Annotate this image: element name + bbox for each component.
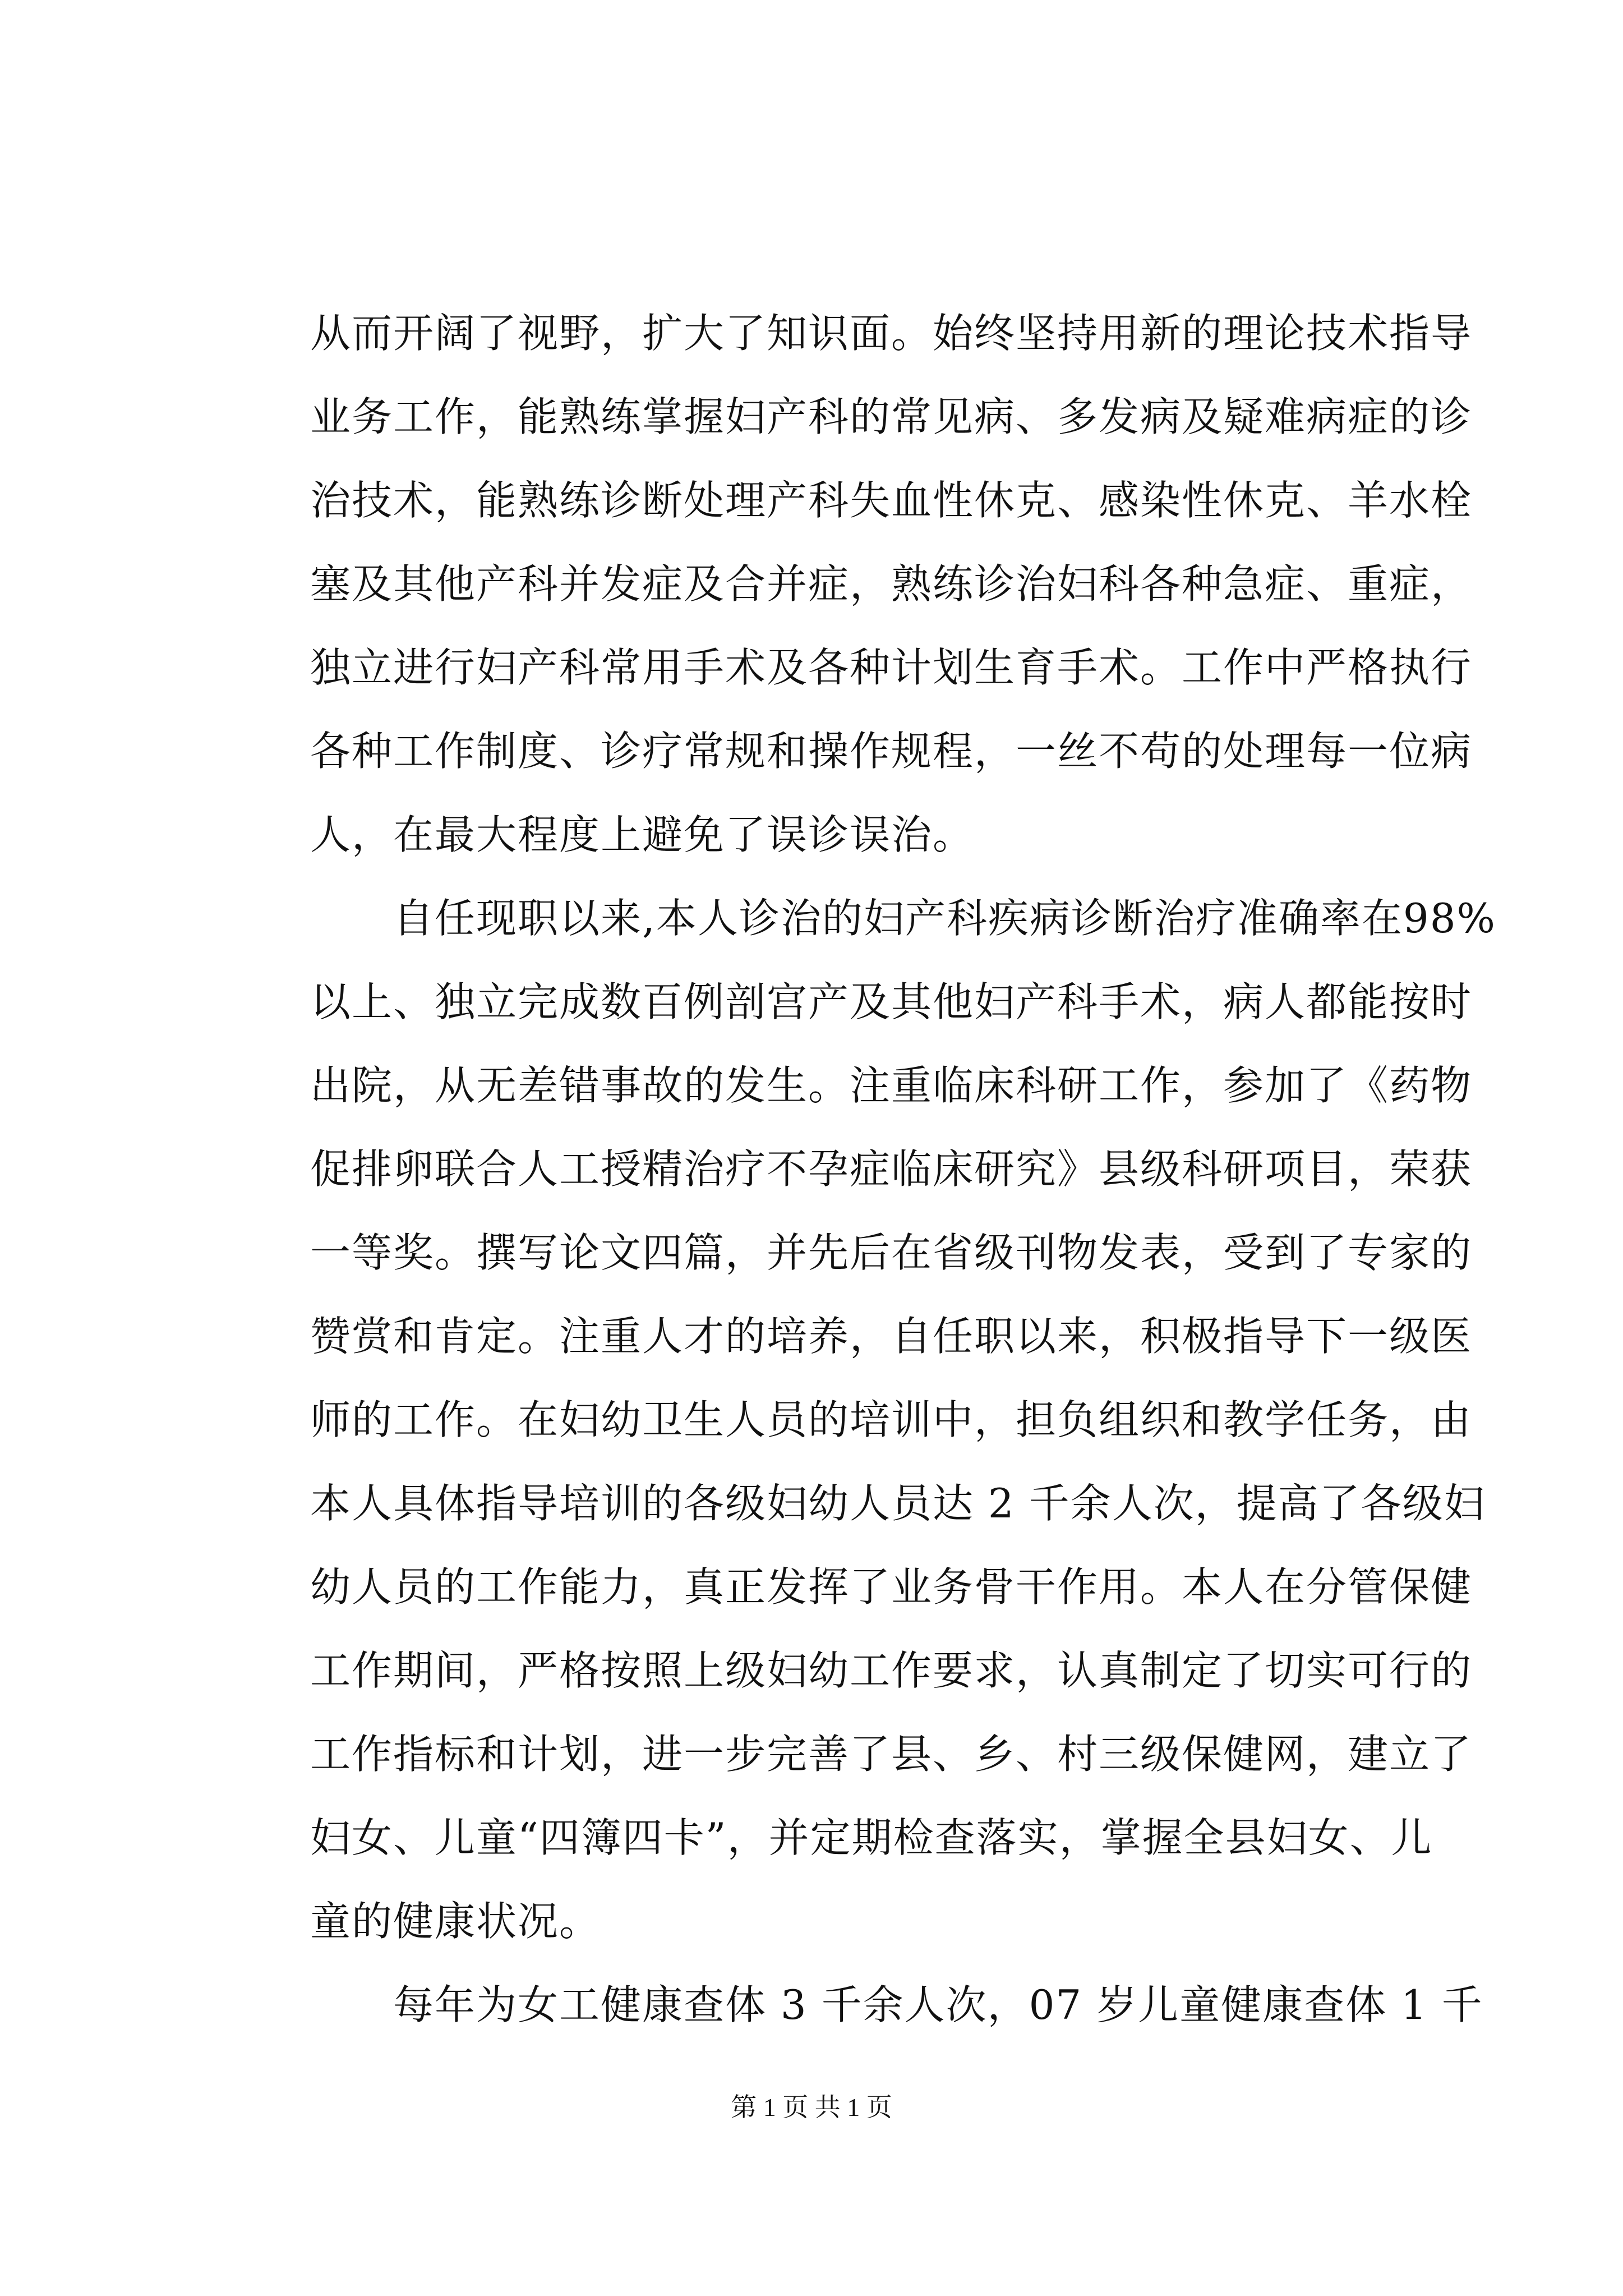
text-line: 治技术，能熟练诊断处理产科失血性休克、感染性休克、羊水栓 xyxy=(310,477,1473,524)
text-line: 妇女、儿童“四簿四卡”，并定期检查落实，掌握全县妇女、儿 xyxy=(310,1814,1433,1861)
paragraph-3 xyxy=(310,1963,1483,2047)
text-line: 师的工作。在妇幼卫生人员的培训中，担负组织和教学任务，由 xyxy=(310,1396,1473,1443)
text-line: 独立进行妇产科常用手术及各种计划生育手术。工作中严格执行 xyxy=(310,644,1473,691)
text-line: 一等奖。撰写论文四篇，并先后在省级刊物发表，受到了专家的 xyxy=(310,1229,1473,1276)
text-line: 以上、独立完成数百例剖宫产及其他妇产科手术，病人都能按时 xyxy=(310,978,1473,1025)
document-body xyxy=(310,292,1496,2047)
text-line: 从而开阔了视野，扩大了知识面。始终坚持用新的理论技术指导 xyxy=(310,310,1473,357)
text-line: 各种工作制度、诊疗常规和操作规程，一丝不苟的处理每一位病 xyxy=(310,728,1473,775)
text-line: 本人具体指导培训的各级妇幼人员达 2 千余人次，提高了各级妇 xyxy=(310,1480,1486,1527)
text-line: 工作指标和计划，进一步完善了县、乡、村三级保健网，建立了 xyxy=(310,1731,1473,1778)
text-line: 幼人员的工作能力，真正发挥了业务骨干作用。本人在分管保健 xyxy=(310,1563,1473,1611)
paragraph-2 xyxy=(310,877,1496,1963)
text-line: 促排卵联合人工授精治疗不孕症临床研究》县级科研项目，荣获 xyxy=(310,1145,1473,1193)
text-line: 童的健康状况。 xyxy=(310,1898,601,1945)
paragraph-1 xyxy=(310,292,1473,877)
text-line: 出院，从无差错事故的发生。注重临床科研工作，参加了《药物 xyxy=(310,1062,1473,1109)
text-line: 人，在最大程度上避免了误诊误治。 xyxy=(310,811,975,858)
text-line: 自任现职以来,本人诊治的妇产科疾病诊断治疗准确率在98% xyxy=(310,895,1496,942)
page-footer: 第 1 页 共 1 页 xyxy=(731,2093,892,2122)
text-line: 赞赏和肯定。注重人才的培养，自任职以来，积极指导下一级医 xyxy=(310,1313,1473,1360)
text-line: 塞及其他产科并发症及合并症，熟练诊治妇科各种急症、重症， xyxy=(310,560,1473,608)
text-line: 业务工作，能熟练掌握妇产科的常见病、多发病及疑难病症的诊 xyxy=(310,393,1473,440)
text-line: 工作期间，严格按照上级妇幼工作要求，认真制定了切实可行的 xyxy=(310,1647,1473,1694)
text-line: 每年为女工健康查体 3 千余人次，07 岁儿童健康查体 1 千 xyxy=(310,1981,1483,2028)
